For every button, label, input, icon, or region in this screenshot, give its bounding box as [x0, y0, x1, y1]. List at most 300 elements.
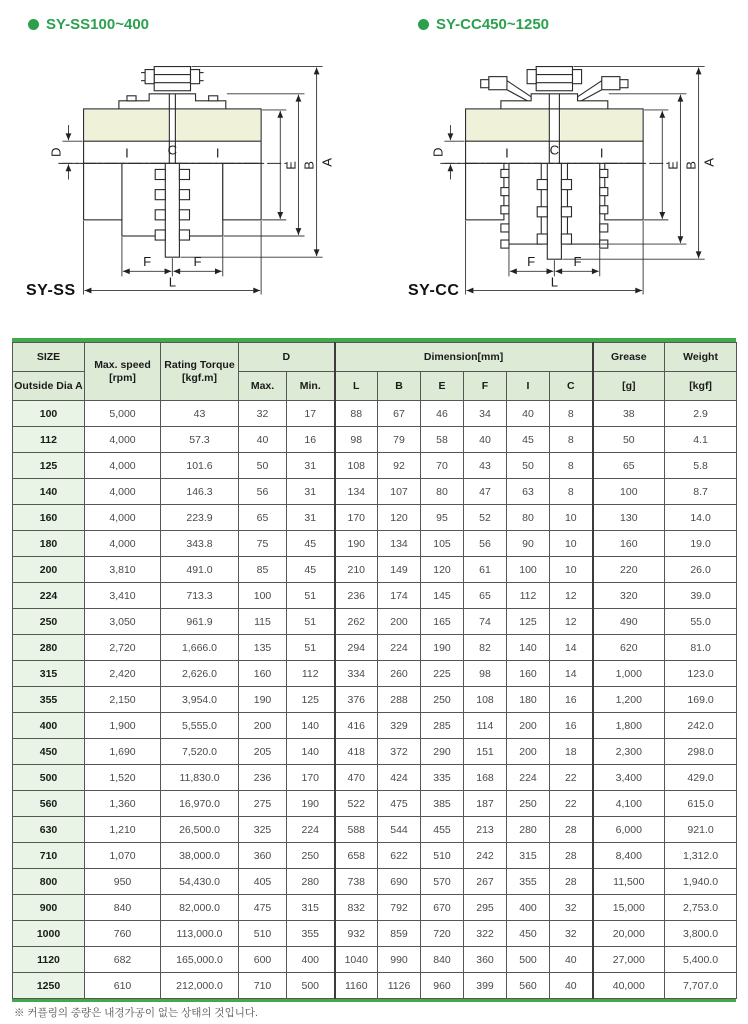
data-cell: 832: [335, 895, 378, 921]
data-cell: 225: [421, 661, 464, 687]
data-cell: 45: [287, 557, 335, 583]
data-cell: 713.3: [161, 583, 239, 609]
sy-ss-diagram-area: [16, 52, 364, 304]
data-cell: 52: [464, 505, 507, 531]
data-cell: 140: [287, 739, 335, 765]
data-cell: 100: [507, 557, 550, 583]
data-cell: 224: [287, 817, 335, 843]
data-cell: 16: [550, 713, 593, 739]
size-cell: 1000: [13, 921, 85, 947]
data-cell: 11,500: [593, 869, 665, 895]
data-cell: 298.0: [665, 739, 737, 765]
data-cell: 859: [378, 921, 421, 947]
data-cell: 950: [85, 869, 161, 895]
data-cell: 990: [378, 947, 421, 973]
table-row: [13, 895, 737, 921]
size-cell: 140: [13, 479, 85, 505]
data-cell: 260: [378, 661, 421, 687]
header-dim-i: I: [507, 372, 550, 401]
data-cell: 400: [287, 947, 335, 973]
data-cell: 8.7: [665, 479, 737, 505]
size-cell: 450: [13, 739, 85, 765]
header-dimension-group: Dimension[mm]: [335, 343, 593, 372]
data-cell: 418: [335, 739, 378, 765]
size-cell: 400: [13, 713, 85, 739]
data-cell: 112: [507, 583, 550, 609]
data-cell: 15,000: [593, 895, 665, 921]
data-cell: 67: [378, 401, 421, 427]
data-cell: 615.0: [665, 791, 737, 817]
dim-label-c: C: [549, 142, 560, 158]
dim-label-f: F: [527, 254, 536, 270]
data-cell: 45: [507, 427, 550, 453]
table-row: [13, 609, 737, 635]
table-row: [13, 817, 737, 843]
data-cell: 120: [421, 557, 464, 583]
data-cell: 28: [550, 817, 593, 843]
data-cell: 105: [421, 531, 464, 557]
data-cell: 140: [287, 713, 335, 739]
data-cell: 290: [421, 739, 464, 765]
dim-label-e: E: [283, 161, 299, 170]
sy-cc-diagram: [398, 52, 746, 303]
data-cell: 14.0: [665, 505, 737, 531]
sy-ss-diagram: [16, 52, 364, 303]
model-label-sy-cc: SY-CC: [408, 282, 460, 299]
dim-label-f: F: [193, 254, 202, 270]
data-cell: 3,050: [85, 609, 161, 635]
size-cell: 224: [13, 583, 85, 609]
dim-label-b: B: [683, 161, 699, 170]
data-cell: 75: [239, 531, 287, 557]
data-cell: 5.8: [665, 453, 737, 479]
table-row: [13, 505, 737, 531]
data-cell: 385: [421, 791, 464, 817]
data-cell: 620: [593, 635, 665, 661]
data-cell: 18: [550, 739, 593, 765]
sy-cc-diagram-area: [398, 52, 746, 304]
data-cell: 22: [550, 765, 593, 791]
data-cell: 120: [378, 505, 421, 531]
dim-label-a: A: [701, 157, 717, 167]
data-cell: 165: [421, 609, 464, 635]
data-cell: 11,830.0: [161, 765, 239, 791]
dim-label-d: D: [430, 147, 446, 158]
data-cell: 12: [550, 609, 593, 635]
data-cell: 8: [550, 401, 593, 427]
data-cell: 670: [421, 895, 464, 921]
data-cell: 174: [378, 583, 421, 609]
data-cell: 416: [335, 713, 378, 739]
data-cell: 45: [287, 531, 335, 557]
data-cell: 200: [239, 713, 287, 739]
data-cell: 490: [593, 609, 665, 635]
data-cell: 1,070: [85, 843, 161, 869]
table-body: [13, 401, 737, 999]
size-cell: 500: [13, 765, 85, 791]
dim-label-d: D: [48, 147, 64, 158]
size-cell: 560: [13, 791, 85, 817]
header-d-max: Max.: [239, 372, 287, 401]
data-cell: 2,300: [593, 739, 665, 765]
data-cell: 1126: [378, 973, 421, 999]
size-cell: 160: [13, 505, 85, 531]
data-cell: 288: [378, 687, 421, 713]
data-cell: 2,150: [85, 687, 161, 713]
data-cell: 4,000: [85, 453, 161, 479]
data-cell: 500: [507, 947, 550, 973]
data-cell: 70: [421, 453, 464, 479]
data-cell: 180: [507, 687, 550, 713]
size-cell: 1250: [13, 973, 85, 999]
data-cell: 27,000: [593, 947, 665, 973]
size-cell: 250: [13, 609, 85, 635]
table-row: [13, 843, 737, 869]
data-cell: 285: [421, 713, 464, 739]
data-cell: 130: [593, 505, 665, 531]
data-cell: 242.0: [665, 713, 737, 739]
data-cell: 10: [550, 505, 593, 531]
data-cell: 165,000.0: [161, 947, 239, 973]
data-cell: 12: [550, 583, 593, 609]
data-cell: 3,954.0: [161, 687, 239, 713]
data-cell: 250: [507, 791, 550, 817]
data-cell: 400: [507, 895, 550, 921]
data-cell: 14: [550, 661, 593, 687]
data-cell: 500: [287, 973, 335, 999]
data-cell: 1,520: [85, 765, 161, 791]
data-cell: 50: [507, 453, 550, 479]
data-cell: 160: [239, 661, 287, 687]
data-cell: 658: [335, 843, 378, 869]
data-cell: 81.0: [665, 635, 737, 661]
data-cell: 4,000: [85, 427, 161, 453]
data-cell: 98: [335, 427, 378, 453]
data-cell: 65: [593, 453, 665, 479]
data-cell: 355: [287, 921, 335, 947]
data-cell: 16: [287, 427, 335, 453]
data-cell: 32: [550, 921, 593, 947]
data-cell: 22: [550, 791, 593, 817]
data-cell: 65: [464, 583, 507, 609]
data-cell: 470: [335, 765, 378, 791]
header-weight: Weight: [665, 343, 737, 372]
dim-label-f: F: [143, 254, 152, 270]
data-cell: 79: [378, 427, 421, 453]
data-cell: 108: [335, 453, 378, 479]
model-label-sy-ss: SY-SS: [26, 282, 76, 299]
section-title-text: SY-CC450~1250: [436, 16, 549, 33]
data-cell: 921.0: [665, 817, 737, 843]
data-cell: 224: [378, 635, 421, 661]
data-cell: 4,000: [85, 479, 161, 505]
data-cell: 82: [464, 635, 507, 661]
data-cell: 405: [239, 869, 287, 895]
data-cell: 10: [550, 557, 593, 583]
data-cell: 242: [464, 843, 507, 869]
data-cell: 80: [421, 479, 464, 505]
data-cell: 80: [507, 505, 550, 531]
data-cell: 114: [464, 713, 507, 739]
data-cell: 51: [287, 583, 335, 609]
data-cell: 3,400: [593, 765, 665, 791]
header-grease-unit: [g]: [593, 372, 665, 401]
data-cell: 200: [378, 609, 421, 635]
data-cell: 1,900: [85, 713, 161, 739]
data-cell: 31: [287, 479, 335, 505]
data-cell: 17: [287, 401, 335, 427]
data-cell: 588: [335, 817, 378, 843]
table-row: [13, 453, 737, 479]
data-cell: 98: [464, 661, 507, 687]
data-cell: 510: [421, 843, 464, 869]
data-cell: 760: [85, 921, 161, 947]
data-cell: 100: [593, 479, 665, 505]
table-row: [13, 479, 737, 505]
data-cell: 8: [550, 453, 593, 479]
data-cell: 19.0: [665, 531, 737, 557]
data-cell: 28: [550, 869, 593, 895]
size-cell: 180: [13, 531, 85, 557]
data-cell: 6,000: [593, 817, 665, 843]
data-cell: 210: [335, 557, 378, 583]
header-outside-dia: Outside Dia A: [13, 372, 85, 401]
data-cell: 4,100: [593, 791, 665, 817]
data-cell: 134: [378, 531, 421, 557]
header-d-group: D: [239, 343, 335, 372]
data-cell: 315: [287, 895, 335, 921]
header-size: SIZE: [13, 343, 85, 372]
data-cell: 792: [378, 895, 421, 921]
data-cell: 43: [161, 401, 239, 427]
data-cell: 50: [239, 453, 287, 479]
data-cell: 205: [239, 739, 287, 765]
data-cell: 372: [378, 739, 421, 765]
data-cell: 125: [507, 609, 550, 635]
data-cell: 376: [335, 687, 378, 713]
section-title-sy-cc: [418, 16, 549, 33]
table-row: [13, 947, 737, 973]
data-cell: 960: [421, 973, 464, 999]
table-row: [13, 791, 737, 817]
data-cell: 1,690: [85, 739, 161, 765]
data-cell: 738: [335, 869, 378, 895]
spec-table: [12, 342, 737, 999]
section-title-sy-ss: [28, 16, 149, 33]
table-row: [13, 765, 737, 791]
data-cell: 236: [239, 765, 287, 791]
table-row: [13, 661, 737, 687]
data-cell: 343.8: [161, 531, 239, 557]
data-cell: 3,810: [85, 557, 161, 583]
data-cell: 74: [464, 609, 507, 635]
table-row: [13, 921, 737, 947]
header-max-speed: Max. speed [rpm]: [85, 343, 161, 401]
data-cell: 107: [378, 479, 421, 505]
data-cell: 20,000: [593, 921, 665, 947]
header-dim-b: B: [378, 372, 421, 401]
data-cell: 140: [507, 635, 550, 661]
table-row: [13, 557, 737, 583]
data-cell: 475: [378, 791, 421, 817]
data-cell: 61: [464, 557, 507, 583]
data-cell: 134: [335, 479, 378, 505]
data-cell: 1,940.0: [665, 869, 737, 895]
data-cell: 190: [239, 687, 287, 713]
data-cell: 170: [335, 505, 378, 531]
data-cell: 125: [287, 687, 335, 713]
data-cell: 40: [507, 401, 550, 427]
data-cell: 32: [239, 401, 287, 427]
data-cell: 622: [378, 843, 421, 869]
data-cell: 1040: [335, 947, 378, 973]
size-cell: 200: [13, 557, 85, 583]
data-cell: 682: [85, 947, 161, 973]
data-cell: 329: [378, 713, 421, 739]
data-cell: 360: [464, 947, 507, 973]
data-cell: 4,000: [85, 505, 161, 531]
data-cell: 610: [85, 973, 161, 999]
data-cell: 112: [287, 661, 335, 687]
table-row: [13, 869, 737, 895]
data-cell: 115: [239, 609, 287, 635]
data-cell: 135: [239, 635, 287, 661]
data-cell: 2,720: [85, 635, 161, 661]
data-cell: 522: [335, 791, 378, 817]
size-cell: 355: [13, 687, 85, 713]
data-cell: 1,800: [593, 713, 665, 739]
data-cell: 43: [464, 453, 507, 479]
data-cell: 31: [287, 505, 335, 531]
data-cell: 200: [507, 739, 550, 765]
header-dim-f: F: [464, 372, 507, 401]
table-row: [13, 739, 737, 765]
green-bullet-icon: [418, 19, 429, 30]
section-title-text: SY-SS100~400: [46, 16, 150, 33]
data-cell: 149: [378, 557, 421, 583]
data-cell: 491.0: [161, 557, 239, 583]
data-cell: 88: [335, 401, 378, 427]
data-cell: 56: [464, 531, 507, 557]
data-cell: 85: [239, 557, 287, 583]
data-cell: 168: [464, 765, 507, 791]
header-rating-torque: Rating Torque [kgf.m]: [161, 343, 239, 401]
data-cell: 840: [85, 895, 161, 921]
data-cell: 325: [239, 817, 287, 843]
data-cell: 224: [507, 765, 550, 791]
data-cell: 322: [464, 921, 507, 947]
data-cell: 108: [464, 687, 507, 713]
data-cell: 4.1: [665, 427, 737, 453]
dim-label-c: C: [167, 142, 178, 158]
dim-label-e: E: [665, 161, 681, 170]
data-cell: 399: [464, 973, 507, 999]
data-cell: 250: [287, 843, 335, 869]
data-cell: 100: [239, 583, 287, 609]
header-dim-e: E: [421, 372, 464, 401]
data-cell: 360: [239, 843, 287, 869]
data-cell: 510: [239, 921, 287, 947]
data-cell: 28: [550, 843, 593, 869]
data-cell: 190: [287, 791, 335, 817]
data-cell: 1,210: [85, 817, 161, 843]
data-cell: 236: [335, 583, 378, 609]
data-cell: 39.0: [665, 583, 737, 609]
table-row: [13, 583, 737, 609]
data-cell: 55.0: [665, 609, 737, 635]
dim-label-a: A: [319, 157, 335, 167]
dim-label-i: I: [505, 145, 509, 161]
header-weight-unit: [kgf]: [665, 372, 737, 401]
data-cell: 170: [287, 765, 335, 791]
size-cell: 280: [13, 635, 85, 661]
table-row: [13, 401, 737, 427]
data-cell: 690: [378, 869, 421, 895]
data-cell: 151: [464, 739, 507, 765]
data-cell: 26,500.0: [161, 817, 239, 843]
size-cell: 900: [13, 895, 85, 921]
data-cell: 51: [287, 609, 335, 635]
data-cell: 8: [550, 427, 593, 453]
data-cell: 355: [507, 869, 550, 895]
data-cell: 450: [507, 921, 550, 947]
data-cell: 57.3: [161, 427, 239, 453]
data-cell: 1,360: [85, 791, 161, 817]
data-cell: 50: [593, 427, 665, 453]
data-cell: 7,520.0: [161, 739, 239, 765]
data-cell: 51: [287, 635, 335, 661]
data-cell: 34: [464, 401, 507, 427]
data-cell: 90: [507, 531, 550, 557]
data-cell: 38: [593, 401, 665, 427]
data-cell: 95: [421, 505, 464, 531]
data-cell: 1160: [335, 973, 378, 999]
data-cell: 40: [239, 427, 287, 453]
data-cell: 82,000.0: [161, 895, 239, 921]
data-cell: 1,000: [593, 661, 665, 687]
data-cell: 275: [239, 791, 287, 817]
data-cell: 54,430.0: [161, 869, 239, 895]
data-cell: 40: [464, 427, 507, 453]
size-cell: 800: [13, 869, 85, 895]
data-cell: 16,970.0: [161, 791, 239, 817]
data-cell: 600: [239, 947, 287, 973]
data-cell: 223.9: [161, 505, 239, 531]
data-cell: 187: [464, 791, 507, 817]
data-cell: 190: [421, 635, 464, 661]
dim-label-l: L: [168, 274, 176, 290]
dim-label-i: I: [215, 145, 220, 161]
data-cell: 315: [507, 843, 550, 869]
data-cell: 58: [421, 427, 464, 453]
dim-label-l: L: [550, 274, 558, 290]
data-cell: 560: [507, 973, 550, 999]
data-cell: 160: [507, 661, 550, 687]
data-cell: 7,707.0: [665, 973, 737, 999]
spec-table-wrap: [12, 338, 736, 1002]
header-d-min: Min.: [287, 372, 335, 401]
data-cell: 38,000.0: [161, 843, 239, 869]
data-cell: 4,000: [85, 531, 161, 557]
data-cell: 1,312.0: [665, 843, 737, 869]
data-cell: 40: [550, 947, 593, 973]
data-cell: 169.0: [665, 687, 737, 713]
data-cell: 3,410: [85, 583, 161, 609]
table-row: [13, 427, 737, 453]
data-cell: 280: [507, 817, 550, 843]
data-cell: 16: [550, 687, 593, 713]
data-cell: 123.0: [665, 661, 737, 687]
